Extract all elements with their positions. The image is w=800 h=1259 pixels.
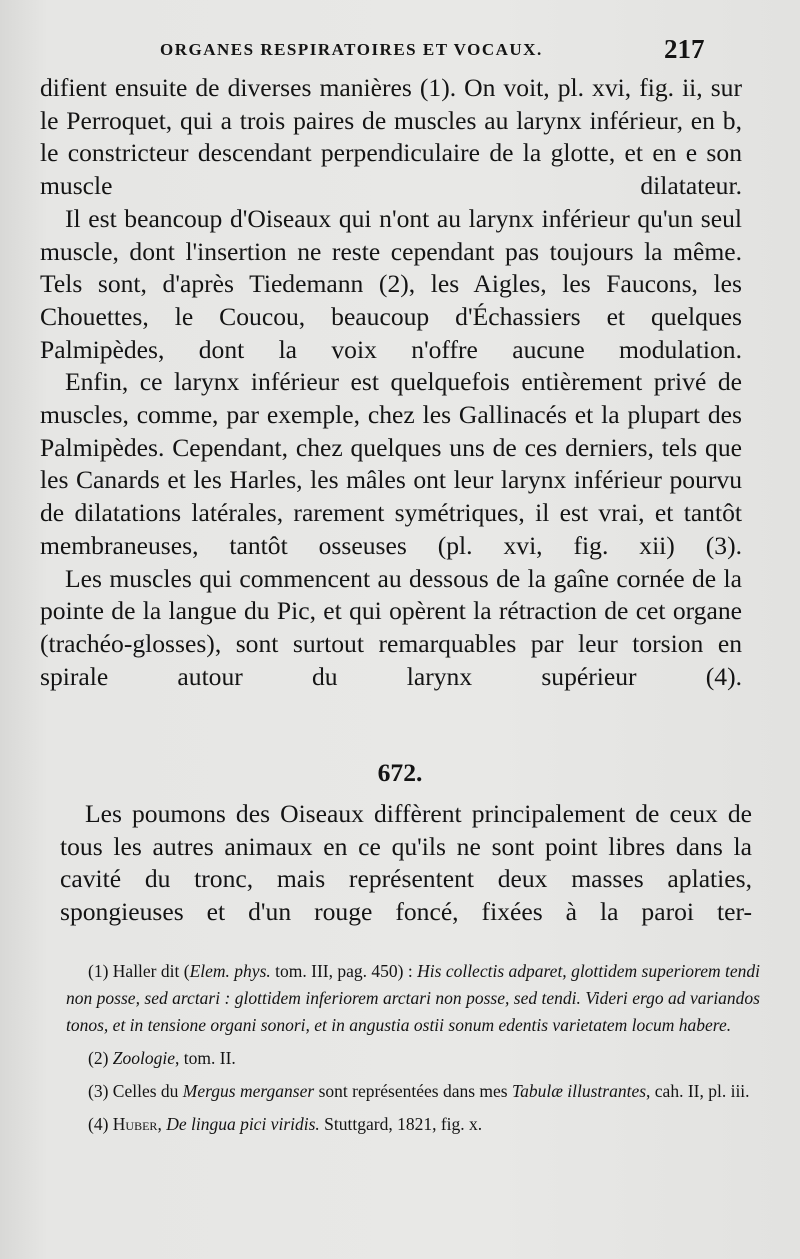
footnote-3-ref: , cah. II, pl. iii. <box>646 1081 750 1101</box>
paragraph-4: Les muscles qui commencent au dessous de la gaîne cornée de la pointe de la langue du Pic, et qui opèrent la rétraction de cet organe (trachéo-glosses), sont surtout remarquables par leur torsion en spirale autour du larynx supérieur (4). <box>40 563 742 691</box>
footnote-1 <box>66 958 760 1039</box>
footnote-1-ref: tom. III, pag. 450) : <box>270 961 418 981</box>
footnote-2-ref: , tom. II. <box>175 1048 236 1068</box>
paragraph-2: Il est beancoup d'Oiseaux qui n'ont au larynx inférieur qu'un seul muscle, dont l'insertion ne reste cependant pas toujours la même. Tels sont, d'après Tiedemann (2), les Aigles, les Faucons, les Chouettes, le Coucou, beaucoup d'Échassiers et quelques Palmipèdes, dont la voix n'offre aucune modulation. <box>40 203 742 364</box>
paragraph-3: Enfin, ce larynx inférieur est quelquefois entièrement privé de muscles, comme, par exemple, chez les Gallinacés et la plupart des Palmipèdes. Cependant, chez quelques uns de ces derniers, tels que les Canards et les Harles, les mâles ont leur larynx inférieur pourvu de dilatations latérales, rarement symétriques, il est vrai, et tantôt membraneuses, tantôt osseuses (pl. xvi, fig. xii) (3). <box>40 367 742 560</box>
footnote-2-work: Zoologie <box>112 1048 176 1068</box>
paragraph-5: Les poumons des Oiseaux diffèrent principalement de ceux de tous les autres animaux en ce qu'ils ne sont point libres dans la cavité du tronc, mais représentent deux masses aplaties, spongieuses et d'un rouge foncé, fixées à la paroi ter- <box>60 799 752 927</box>
paragraph-1: difient ensuite de diverses manières (1). On voit, pl. xvi, fig. ii, sur le Perroquet, qui a trois paires de muscles au larynx inférieur, en b, le constricteur descendant perpendiculaire de la glotte, et en e son muscle dilatateur. <box>40 73 742 201</box>
footnote-3-species: Mergus merganser <box>182 1081 315 1101</box>
footnote-4 <box>66 1111 760 1138</box>
footnote-3 <box>66 1078 760 1105</box>
footnote-3-work: Tabulæ illustrantes <box>511 1081 647 1101</box>
main-text <box>40 72 742 693</box>
footnote-4-work: De lingua pici viridis. <box>166 1114 320 1134</box>
running-head: ORGANES RESPIRATOIRES ET VOCAUX. <box>160 40 543 59</box>
footnote-4-sep: , <box>157 1114 167 1134</box>
footnote-3-intro: (3) Celles du <box>88 1081 183 1101</box>
footnote-1-work: Elem. phys. <box>189 961 271 981</box>
main-text-continued <box>60 798 752 929</box>
footnote-4-author: Huber <box>112 1114 158 1134</box>
footnote-3-mid: sont représentées dans mes <box>314 1081 512 1101</box>
footnote-4-ref: Stuttgard, 1821, fig. x. <box>319 1114 483 1134</box>
footnote-2-num: (2) <box>88 1048 113 1068</box>
footnote-1-intro: (1) Haller dit ( <box>88 961 190 981</box>
footnotes <box>66 958 760 1138</box>
section-number: 672. <box>377 758 423 787</box>
footnote-2 <box>66 1045 760 1072</box>
footnote-4-num: (4) <box>88 1114 113 1134</box>
footnote-1-quote: His collectis adparet, glottidem superiorem tendi non posse, sed arctari : glottidem inferiorem arctari non posse, sed tendi. Videri ergo ad variandos tonos, et in tensione organi sonori, et in angustia ostii sonum edentis varietatem locum habere. <box>66 961 760 1035</box>
page-number: 217 <box>664 34 705 64</box>
